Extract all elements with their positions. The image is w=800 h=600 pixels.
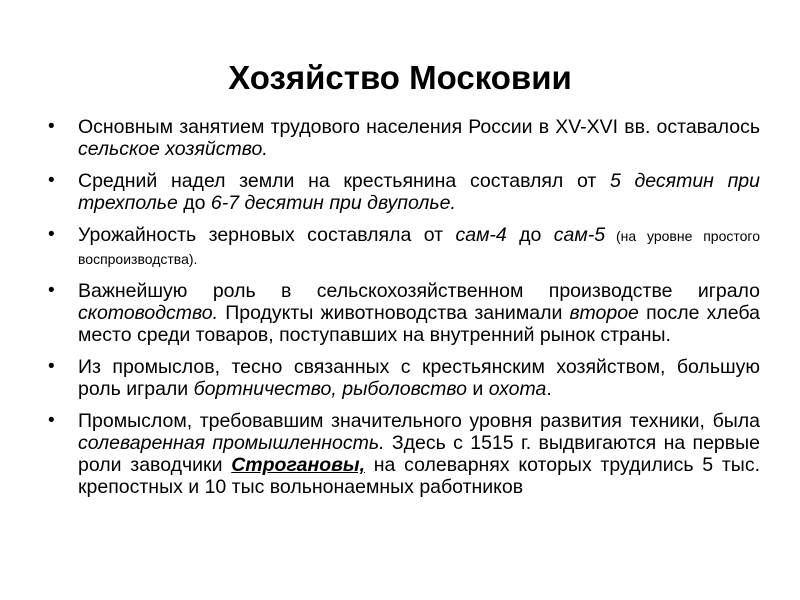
bullet-emphasis: скотоводство. [78,302,219,324]
bullet-list [48,116,760,508]
bullet-text: до [177,192,211,214]
bullet-text: Важнейшую роль в сельскохозяйственном производстве играло [78,280,760,302]
bullet-emphasis: охота [488,378,547,400]
bullet-emphasis: сам-4 [455,224,507,246]
stroganov-name: Строгановы, [231,454,365,476]
bullet-text: и [467,378,489,400]
bullet-occupation [48,116,760,160]
bullet-emphasis: бортничество, рыболовство [193,378,467,400]
bullet-text: на солеварнях которых трудились 5 тыс. крепостных и 10 тыс вольнонаемных работников [78,454,760,498]
bullet-livestock [48,280,760,346]
bullet-text: до [506,224,554,246]
bullet-text: после хлеба место среди товаров, поступавших на внутренний рынок страны. [78,302,760,346]
bullet-text: Здесь с 1515 г. выдвигаются на первые роли заводчики [78,432,761,476]
bullet-yield [48,224,760,270]
bullet-text: Промыслом, требовавшим значительного уровня развития техники, была [78,410,760,432]
bullet-emphasis: 6-7 десятин при двуполье. [210,192,456,214]
bullet-text: Основным занятием трудового населения России в XV-XVI вв. оставалось [78,116,760,138]
bullet-land-allotment [48,170,760,214]
bullet-emphasis: 5 десятин при трехполье [78,170,760,214]
bullet-text: Продукты животноводства занимали [218,302,570,324]
bullet-text: Урожайность зерновых составляла от [78,224,456,246]
bullet-text: Из промыслов, тесно связанных с крестьянским хозяйством, большую роль играли [78,356,760,400]
bullet-emphasis: сам-5 [553,224,606,246]
bullet-text: Средний надел земли на крестьянина составлял от [78,170,610,192]
bullet-crafts [48,356,760,400]
bullet-note: (на уровне простого воспроизводства). [78,228,760,267]
bullet-emphasis: солеваренная промышленность. [78,432,385,454]
bullet-emphasis: сельское хозяйство. [78,138,268,160]
bullet-salt-industry [48,410,760,498]
slide-title: Хозяйство Московии [228,59,572,96]
bullet-emphasis: второе [569,302,639,324]
bullet-text: . [546,378,552,400]
